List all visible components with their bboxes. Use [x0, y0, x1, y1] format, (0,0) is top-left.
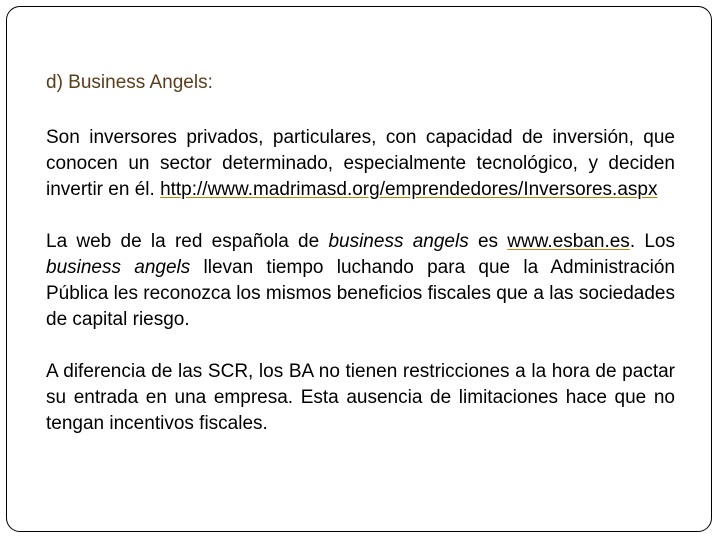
definition-text: Son inversores privados, particulares, con capacidad de inversión, que conocen un sector determinado, especialmente tecnológico, y deciden invertir en él.: [46, 127, 675, 200]
esban-text-4: llevan tiempo luchando para que la Administración Pública les reconozca los mismos beneficios fiscales que a las sociedades de capital riesgo.: [46, 257, 675, 330]
esban-link[interactable]: www.esban.es: [507, 231, 630, 252]
esban-text-3: . Los: [629, 231, 675, 252]
esban-text-2: es: [468, 231, 508, 252]
business-angels-italic-2: business angels: [46, 257, 191, 278]
madrimasd-link[interactable]: http://www.madrimasd.org/emprendedores/Inversores.aspx: [160, 179, 658, 200]
paragraph-esban: [46, 229, 675, 333]
paragraph-scr-difference: A diferencia de las SCR, los BA no tienen restricciones a la hora de pactar su entrada en una empresa. Esta ausencia de limitaciones hace que no tengan incentivos fiscales.: [46, 361, 675, 434]
paragraph-definition: [46, 125, 675, 203]
section-heading: d) Business Angels:: [46, 72, 213, 93]
business-angels-italic-1: business angels: [328, 231, 469, 252]
esban-text-1: La web de la red española de: [46, 231, 329, 252]
slide-content: [46, 70, 675, 463]
